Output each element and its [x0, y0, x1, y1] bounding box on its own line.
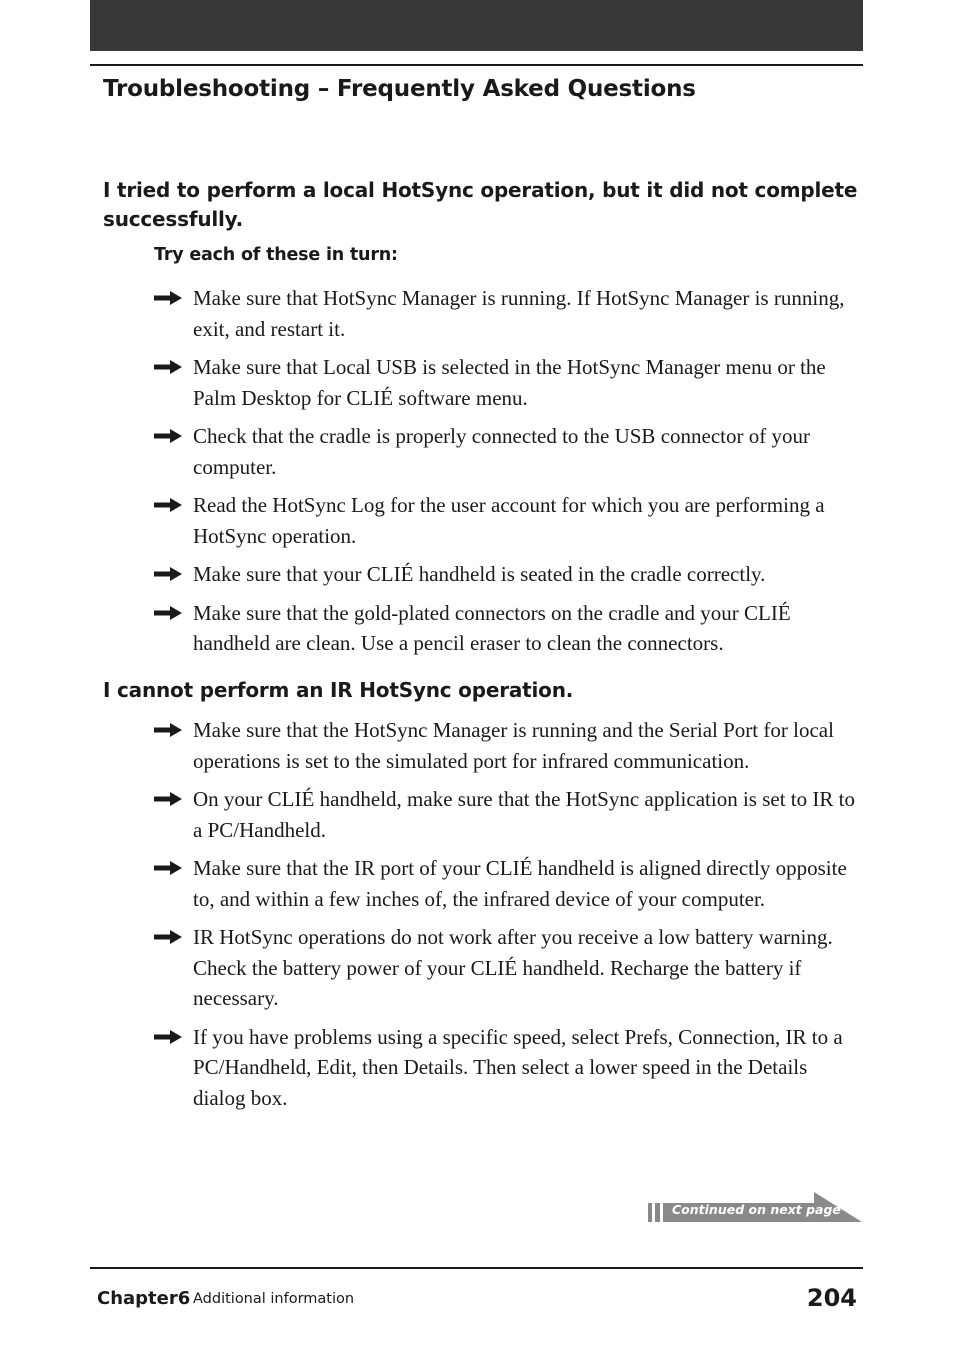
- arrow-right-icon: [154, 1030, 182, 1044]
- bullet-list-ir-hotsync: [154, 715, 860, 1121]
- list-item-text: On your CLIÉ handheld, make sure that the HotSync application is set to IR to a PC/Handheld.: [193, 787, 855, 842]
- list-item-text: Make sure that the gold-plated connectors on the cradle and your CLIÉ handheld are clean. Use a pencil eraser to clean the connectors.: [193, 600, 791, 655]
- arrow-right-icon: [154, 567, 182, 581]
- list-item: [154, 490, 860, 551]
- page-number: 204: [806, 1284, 857, 1312]
- question-heading-ir-hotsync: I cannot perform an IR HotSync operation.: [103, 678, 574, 702]
- arrow-right-icon: [154, 792, 182, 806]
- header-bar: [90, 0, 863, 51]
- arrow-right-icon: [154, 930, 182, 944]
- list-item-text: Read the HotSync Log for the user account for which you are performing a HotSync operation.: [193, 493, 825, 548]
- list-item-text: If you have problems using a specific speed, select Prefs, Connection, IR to a PC/Handheld, Edit, then Details. Then select a lower speed in the Details dialog box.: [193, 1024, 843, 1110]
- list-item-text: Make sure that HotSync Manager is running. If HotSync Manager is running, exit, and restart it.: [193, 286, 845, 341]
- arrow-right-icon: [154, 861, 182, 875]
- list-item-text: Make sure that the HotSync Manager is running and the Serial Port for local operations is set to the simulated port for infrared communication.: [193, 718, 834, 773]
- arrow-right-icon: [154, 498, 182, 512]
- page-title: Troubleshooting – Frequently Asked Questions: [103, 76, 696, 102]
- list-item: [154, 421, 860, 482]
- list-item-text: Make sure that your CLIÉ handheld is seated in the cradle correctly.: [193, 562, 766, 586]
- bottom-rule: [90, 1267, 863, 1269]
- top-rule: [90, 64, 863, 66]
- continued-label: Continued on next page: [672, 1202, 841, 1217]
- arrow-right-icon: [154, 606, 182, 620]
- list-item: [154, 598, 860, 659]
- question-heading-local-hotsync: I tried to perform a local HotSync operation, but it did not complete successfully.: [103, 178, 858, 231]
- list-item: [154, 784, 860, 845]
- list-item: [154, 853, 860, 914]
- arrow-right-icon: [154, 291, 182, 305]
- list-item: [154, 559, 860, 590]
- list-item-text: Check that the cradle is properly connected to the USB connector of your computer.: [193, 424, 810, 479]
- list-item: [154, 715, 860, 776]
- list-item-text: Make sure that the IR port of your CLIÉ handheld is aligned directly opposite to, and within a few inches of, the infrared device of your computer.: [193, 856, 847, 911]
- arrow-right-icon: [154, 723, 182, 737]
- bullet-list-local-hotsync: [154, 283, 860, 667]
- intro-text: Try each of these in turn:: [154, 245, 398, 265]
- list-item: [154, 1022, 860, 1114]
- list-item-text: Make sure that Local USB is selected in the HotSync Manager menu or the Palm Desktop for CLIÉ software menu.: [193, 355, 826, 410]
- footer-section: Additional information: [193, 1291, 355, 1307]
- list-item: [154, 283, 860, 344]
- list-item: [154, 922, 860, 1014]
- arrow-right-icon: [154, 429, 182, 443]
- footer-chapter: Chapter6: [97, 1288, 191, 1309]
- list-item: [154, 352, 860, 413]
- arrow-right-icon: [154, 360, 182, 374]
- list-item-text: IR HotSync operations do not work after you receive a low battery warning. Check the battery power of your CLIÉ handheld. Recharge the battery if necessary.: [193, 925, 833, 1010]
